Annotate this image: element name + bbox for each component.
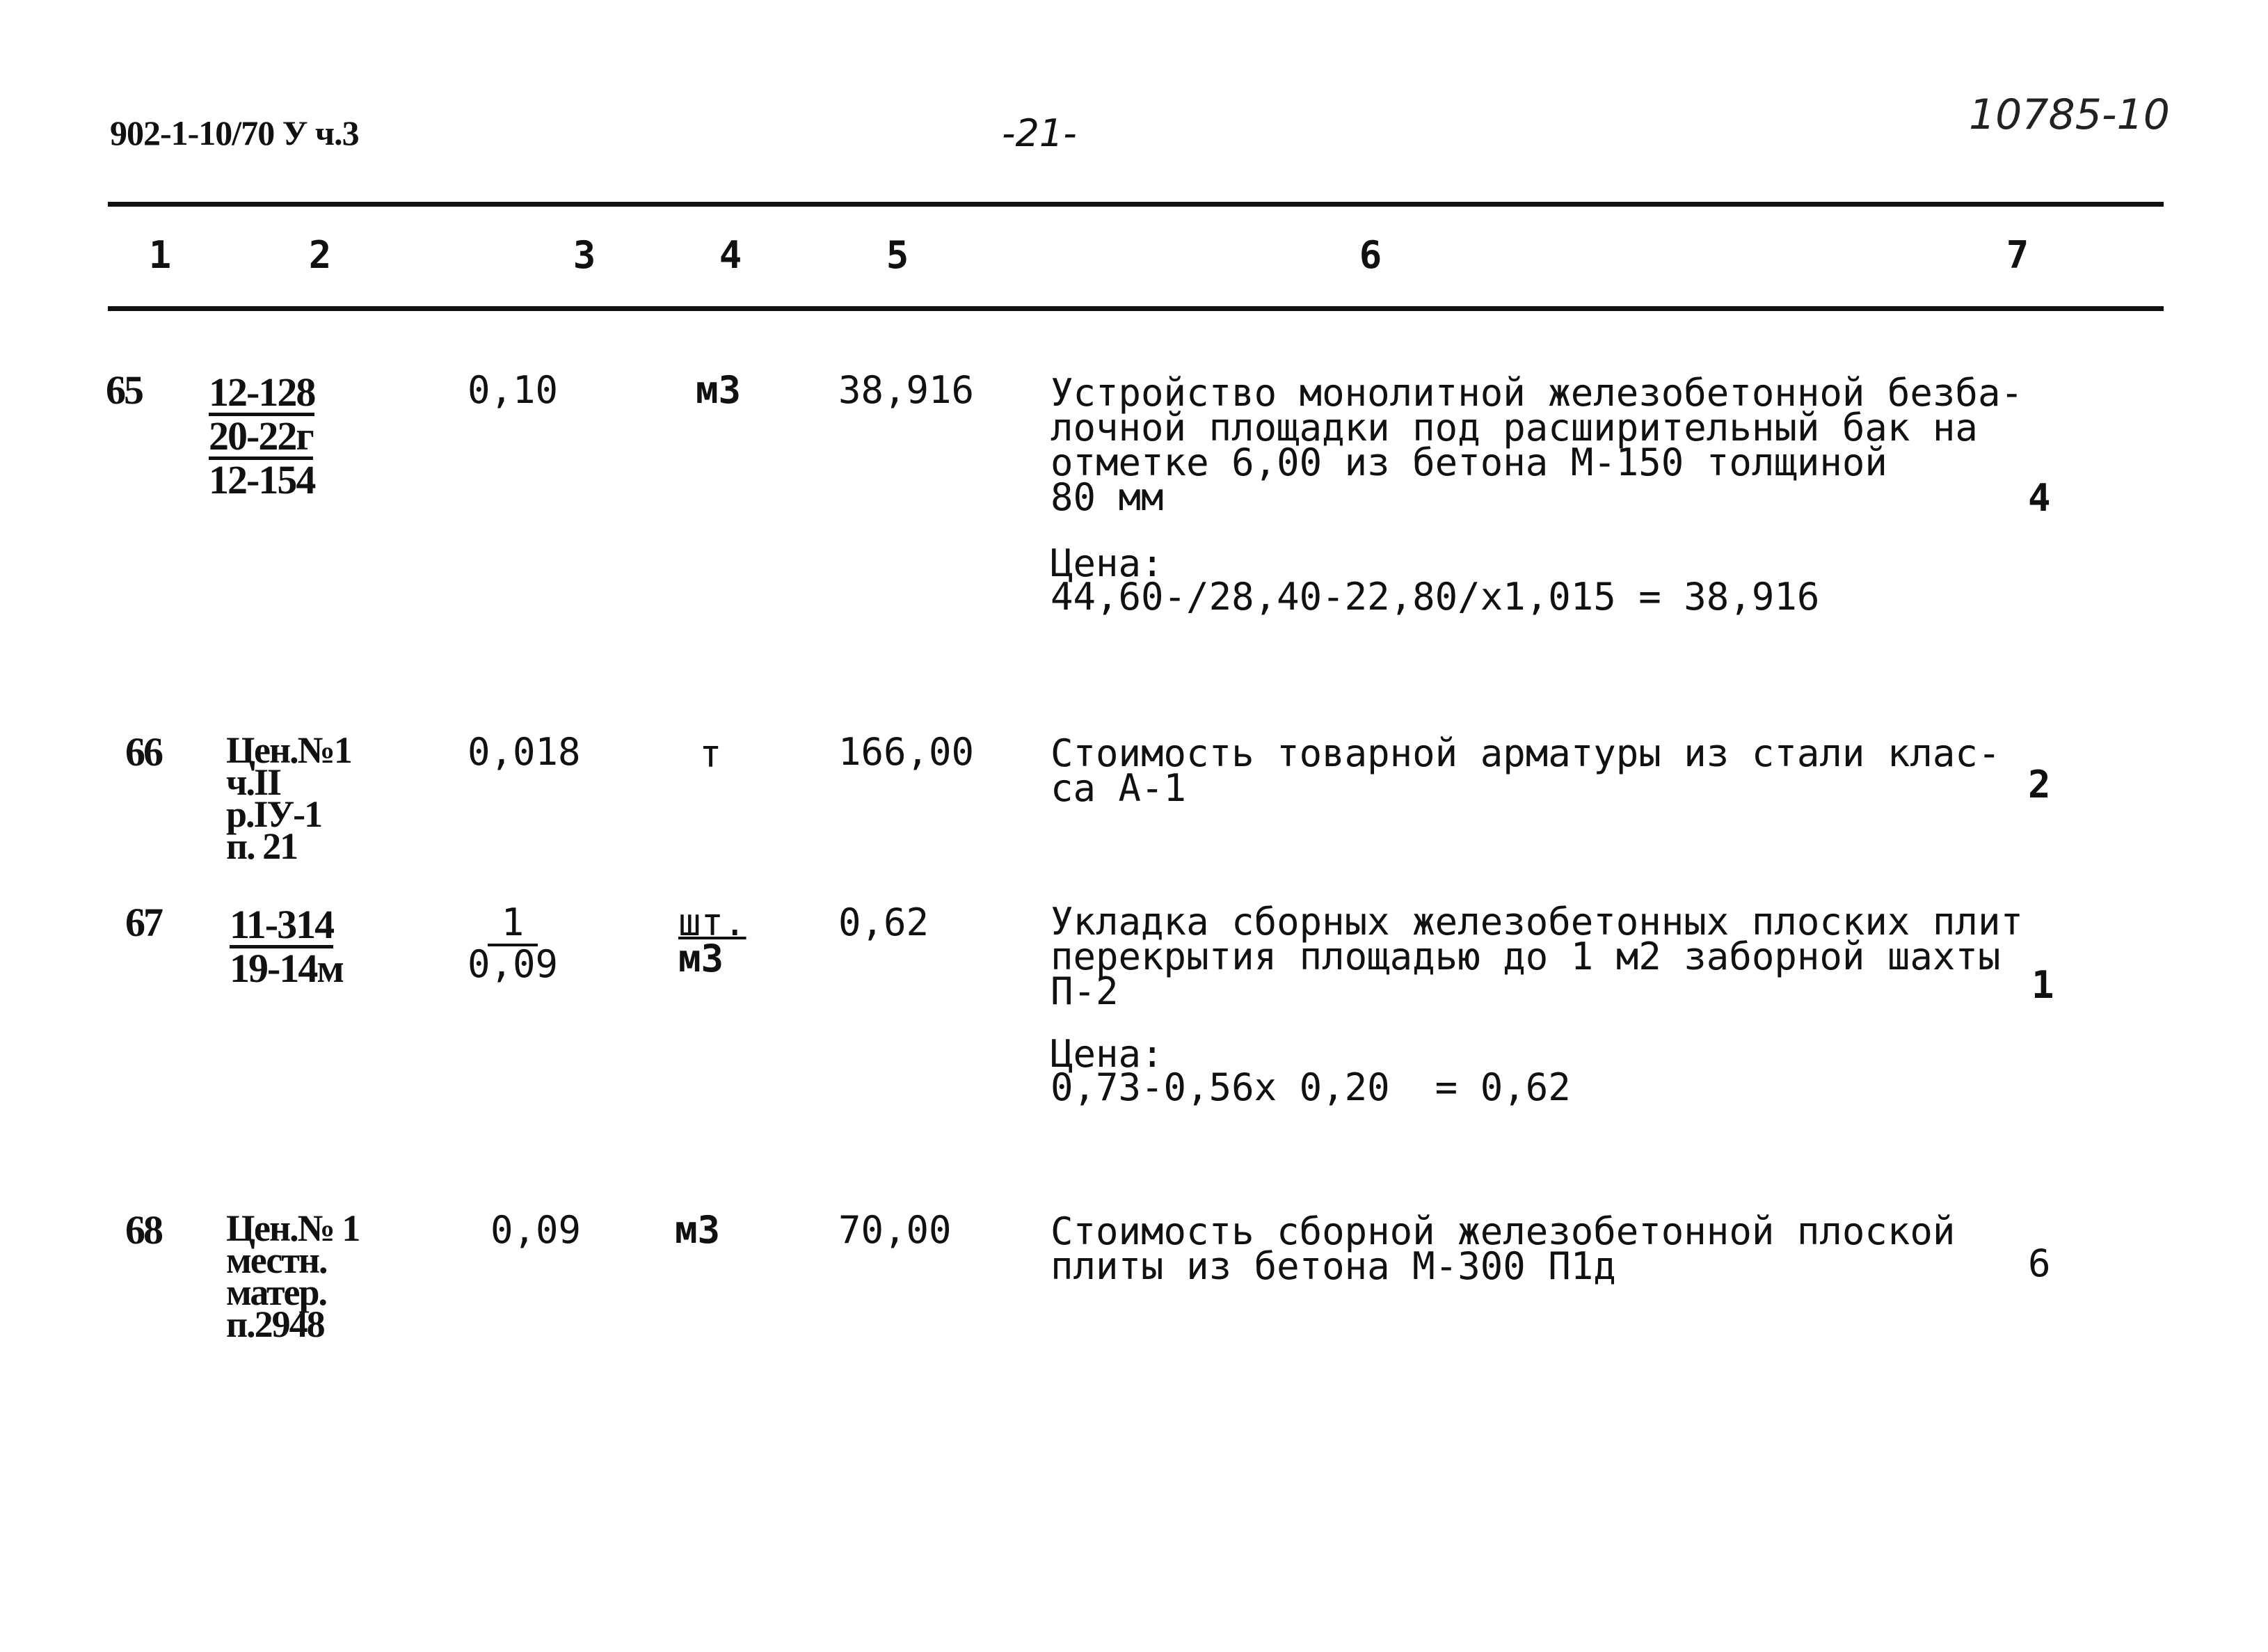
unit-price: 38,916: [838, 368, 975, 412]
norm-codes: [209, 372, 314, 500]
column-header-3: 3: [573, 233, 596, 277]
row-number: 67: [125, 900, 161, 945]
price-label: Цена:: [1051, 541, 1164, 585]
work-description: Устройство монолитной железобетонной безба- лочной площадки под расширительный бак на отметке 6,00 из бетона М-150 толщиной 80 мм: [1051, 371, 2023, 519]
unit-price: 0,62: [838, 900, 929, 944]
column-header-6: 6: [1359, 233, 1382, 277]
price-calculation: 44,60-/28,40-22,80/х1,015 = 38,916: [1051, 575, 1820, 619]
norm-code: п. 21: [226, 825, 298, 867]
norm-code: Цен.№ 1: [226, 1207, 360, 1249]
norm-code: ч.II: [226, 761, 280, 803]
norm-code: 19-14м: [230, 946, 343, 991]
quantity: 0,018: [468, 730, 581, 774]
row-number: 65: [106, 367, 142, 413]
column-7-value: 2: [2028, 763, 2051, 807]
archive-number: 10785-10: [1969, 90, 2170, 139]
column-header-4: 4: [719, 233, 742, 277]
norm-codes: [230, 902, 343, 991]
norm-code: местн.: [226, 1239, 327, 1281]
row-number: 68: [125, 1207, 161, 1253]
unit: т: [699, 732, 722, 776]
norm-code: Цен.№1: [226, 729, 351, 771]
unit: м3: [696, 368, 742, 412]
unit-price: 70,00: [838, 1208, 952, 1252]
column-7-value: 1: [2031, 963, 2054, 1007]
unit-price: 166,00: [838, 730, 975, 774]
document-code: 902-1-10/70 У ч.3: [110, 113, 359, 152]
unit: м3: [675, 1208, 721, 1252]
column-header-5: 5: [886, 233, 909, 277]
work-description: Стоимость сборной железобетонной плоской плиты из бетона М-300 П1д: [1051, 1209, 1956, 1288]
norm-codes: [226, 1207, 360, 1345]
unit-numerator: шт.: [678, 900, 746, 944]
norm-code: р.IУ-1: [226, 793, 322, 835]
norm-code: 20-22г: [209, 413, 313, 459]
quantity-denominator: 0,09: [468, 942, 559, 986]
norm-code: п.2948: [226, 1303, 324, 1345]
work-description: Стоимость товарной арматуры из стали клас- са А-1: [1051, 731, 2001, 810]
column-header-7: 7: [2006, 233, 2029, 277]
quantity: 0,09: [490, 1208, 582, 1252]
row-number: 66: [125, 729, 161, 775]
quantity: 0,10: [468, 368, 559, 412]
column-header-2: 2: [308, 233, 332, 277]
page-number: -21-: [1002, 111, 1077, 155]
table-top-rule: [108, 202, 2164, 207]
column-header-1: 1: [148, 233, 172, 277]
work-description: Укладка сборных железобетонных плоских плит перекрытия площадью до 1 м2 заборной шахты П-2: [1051, 900, 2023, 1013]
norm-code: матер.: [226, 1271, 327, 1313]
norm-codes: [226, 729, 351, 867]
norm-code: 11-314: [230, 902, 334, 947]
quantity-numerator: 1: [488, 905, 538, 946]
norm-code: 12-154: [209, 457, 315, 502]
unit-fraction: [678, 900, 746, 980]
unit-denominator: м3: [678, 937, 724, 980]
column-7-value: 6: [2028, 1241, 2051, 1285]
norm-code: 12-128: [209, 370, 315, 415]
price-label: Цена:: [1051, 1032, 1164, 1076]
column-7-value: 4: [2028, 476, 2051, 520]
quantity-fraction: [468, 900, 559, 986]
table-header-rule: [108, 306, 2164, 311]
price-calculation: 0,73-0,56х 0,20 = 0,62: [1051, 1065, 1571, 1109]
